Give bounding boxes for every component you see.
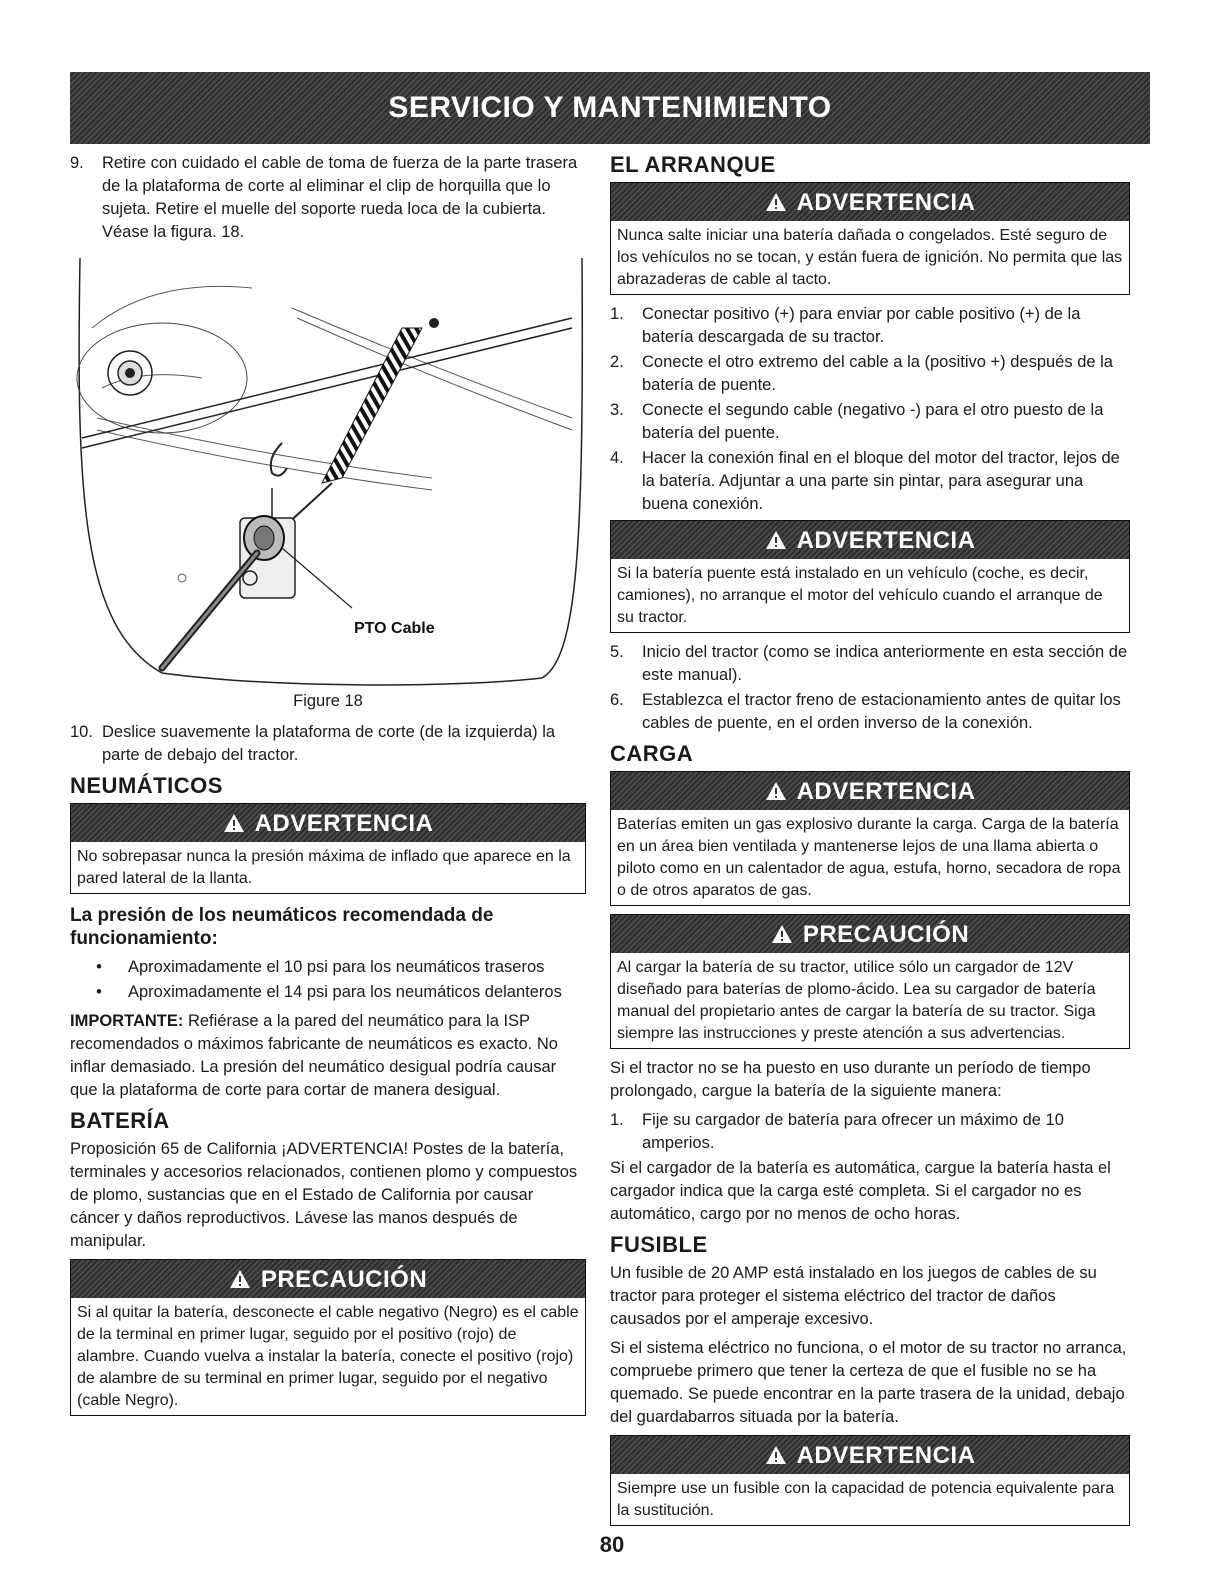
- section-heading-bateria: BATERÍA: [70, 1108, 170, 1133]
- list-item: [610, 399, 1130, 445]
- warning-title: ADVERTENCIA: [796, 526, 976, 554]
- figure-callout-label: PTO Cable: [354, 620, 435, 637]
- step-number: 3.: [610, 401, 624, 419]
- list-item: [610, 689, 1130, 735]
- list-item: • Aproximadamente el 10 psi para los neumáticos traseros: [70, 956, 586, 979]
- important-text: Refiérase a la pared del neumático para la ISP recomendados o máximos fabricante de neumáticos es exacto. No inflar demasiado. La presión del neumático desigual podría causar que la plataforma de corte para cortar de manera desigual.: [70, 1012, 558, 1099]
- step-text: Conecte el otro extremo del cable a la (positivo +) después de la batería de puente.: [642, 353, 1113, 394]
- step-number: 6.: [610, 691, 624, 709]
- step-number: 2.: [610, 353, 624, 371]
- warning-triangle-icon: [771, 924, 793, 944]
- step-number: 1.: [610, 305, 624, 323]
- step-number: 1.: [610, 1111, 624, 1129]
- fusible-paragraph-2: Si el sistema eléctrico no funciona, o el motor de su tractor no arranca, compruebe primero que tener la certeza de que el fusible no se ha quemado. Se puede encontrar en la parte trasera de la unidad, debajo del guardabarros situada por la batería.: [610, 1339, 1127, 1426]
- jumpstart-steps-continued: [610, 641, 1130, 735]
- bullet-list: [70, 956, 586, 1004]
- warning-box: [610, 771, 1130, 906]
- warning-triangle-icon: [765, 781, 787, 801]
- warning-text: Nunca salte iniciar una batería dañada o congelados. Esté seguro de los vehículos no se tocan, y están fuera de ignición. No permita que las abrazaderas de cable al tacto.: [617, 227, 1123, 288]
- warning-bar: [71, 804, 585, 842]
- caution-text: Al cargar la batería de su tractor, utilice sólo un cargador de 12V diseñado para baterías de plomo-ácido. Lea su cargador de batería manual del propietario antes de cargar la batería de su tractor. Siga siempre las instrucciones y preste atención a sus advertencias.: [617, 959, 1096, 1042]
- pto-cable-diagram: [72, 248, 584, 688]
- caution-bar: [611, 915, 1129, 953]
- important-label: IMPORTANTE:: [70, 1012, 184, 1030]
- step-text: Deslice suavemente la plataforma de corte (de la izquierda) la parte de debajo del tractor.: [102, 723, 556, 764]
- section-heading-carga: CARGA: [610, 741, 694, 766]
- warning-triangle-icon: [765, 1445, 787, 1465]
- step-text: Establezca el tractor freno de estacionamiento antes de quitar los cables de puente, en el orden inverso de la conexión.: [642, 691, 1121, 732]
- step-number: 5.: [610, 643, 624, 661]
- right-column: [610, 152, 1130, 1534]
- warning-triangle-icon: [765, 530, 787, 550]
- left-column: [70, 152, 586, 1424]
- warning-text: Baterías emiten un gas explosivo durante la carga. Carga de la batería en un área bien ventilada y mantenerse lejos de una llama abierta o piloto como en un calentador de agua, estufa, horno, secadora de ropa o de otros aparatos de gas.: [617, 816, 1121, 899]
- caution-text: Si al quitar la batería, desconecte el cable negativo (Negro) es el cable de la terminal en primer lugar, seguido por el positivo (rojo) de alambre. Cuando vuelva a instalar la batería, conecte el positivo (rojo) de alambre de su terminal en primer lugar, seguido por el negativo (cable Negro).: [77, 1304, 579, 1409]
- caution-box: [610, 914, 1130, 1049]
- warning-box: [610, 182, 1130, 295]
- subheading-tire-pressure: La presión de los neumáticos recomendada de funcionamiento:: [70, 905, 494, 949]
- caution-box: [70, 1259, 586, 1416]
- step-text: Conecte el segundo cable (negativo -) para el otro puesto de la batería del puente.: [642, 401, 1104, 442]
- list-item: [610, 351, 1130, 397]
- caution-bar: [71, 1260, 585, 1298]
- section-heading-arranque: EL ARRANQUE: [610, 152, 776, 177]
- list-item: [610, 641, 1130, 687]
- warning-text: Siempre use un fusible con la capacidad de potencia equivalente para la sustitución.: [617, 1480, 1115, 1519]
- list-item: [610, 447, 1130, 516]
- step-text: Inicio del tractor (como se indica anteriormente en esta sección de este manual).: [642, 643, 1128, 684]
- warning-box: [610, 1435, 1130, 1526]
- caution-title: PRECAUCIÓN: [802, 920, 970, 948]
- carga-paragraph-2: Si el cargador de la batería es automática, cargue la batería hasta el cargador indica que la carga esté completa. Si el cargador no es automático, cargo por no menos de ocho horas.: [610, 1159, 1111, 1223]
- bullet-text: Aproximadamente el 14 psi para los neumáticos delanteros: [128, 983, 562, 1001]
- figure-caption: Figure 18: [293, 692, 363, 710]
- warning-title: ADVERTENCIA: [796, 1441, 976, 1469]
- warning-triangle-icon: [765, 192, 787, 212]
- page-title: SERVICIO Y MANTENIMIENTO: [388, 91, 832, 124]
- warning-bar: [611, 772, 1129, 810]
- warning-title: ADVERTENCIA: [796, 188, 976, 216]
- list-item: [70, 721, 586, 767]
- step-number: 9.: [70, 154, 84, 172]
- step-text: Hacer la conexión final en el bloque del motor del tractor, lejos de la batería. Adjuntar a una parte sin pintar, para asegurar una buena conexión.: [642, 449, 1120, 513]
- step-number: 4.: [610, 449, 624, 467]
- step-text: Retire con cuidado el cable de toma de fuerza de la parte trasera de la plataforma de corte al eliminar el clip de horquilla que lo sujeta. Retire el muelle del soporte rueda loca de la cubierta. Véase la figura. 18.: [102, 154, 578, 241]
- charging-steps: [610, 1109, 1130, 1155]
- page-header-banner: [70, 72, 1150, 144]
- warning-text: No sobrepasar nunca la presión máxima de inflado que aparece en la pared lateral de la llanta.: [77, 848, 571, 887]
- step-number: 10.: [70, 723, 93, 741]
- bullet-text: Aproximadamente el 10 psi para los neumáticos traseros: [128, 958, 545, 976]
- list-item: [610, 303, 1130, 349]
- list-item: • Aproximadamente el 14 psi para los neumáticos delanteros: [70, 981, 586, 1004]
- section-heading-fusible: FUSIBLE: [610, 1232, 708, 1257]
- list-item: [70, 152, 586, 244]
- warning-box: [70, 803, 586, 894]
- steps-list-bottom: [70, 721, 586, 767]
- jumpstart-steps: [610, 303, 1130, 516]
- warning-bar: [611, 1436, 1129, 1474]
- fusible-paragraph: Un fusible de 20 AMP está instalado en los juegos de cables de su tractor para proteger el sistema eléctrico del tractor de daños causados por el amperaje excesivo.: [610, 1264, 1097, 1328]
- warning-triangle-icon: [223, 813, 245, 833]
- list-item: [610, 1109, 1130, 1155]
- important-paragraph: [70, 1010, 586, 1102]
- step-text: Conectar positivo (+) para enviar por cable positivo (+) de la batería descargada de su tractor.: [642, 305, 1081, 346]
- bateria-paragraph: Proposición 65 de California ¡ADVERTENCIA! Postes de la batería, terminales y accesorios relacionados, contienen plomo y compuestos de plomo, sustancias que en el Estado de California por causar cáncer y daños reproductivos. Lávese las manos después de manipular.: [70, 1140, 578, 1250]
- warning-bar: [611, 183, 1129, 221]
- warning-bar: [611, 521, 1129, 559]
- step-text: Fije su cargador de batería para ofrecer un máximo de 10 amperios.: [642, 1111, 1064, 1152]
- steps-list-top: [70, 152, 586, 244]
- warning-title: ADVERTENCIA: [796, 777, 976, 805]
- warning-text: Si la batería puente está instalado en un vehículo (coche, es decir, camiones), no arranque el motor del vehículo cuando el arranque de su tractor.: [617, 565, 1103, 626]
- figure-18-illustration: [72, 248, 584, 688]
- caution-title: PRECAUCIÓN: [260, 1265, 428, 1293]
- page-number: 80: [599, 1532, 625, 1557]
- warning-box: [610, 520, 1130, 633]
- section-heading-neumaticos: NEUMÁTICOS: [70, 773, 223, 798]
- warning-triangle-icon: [229, 1269, 251, 1289]
- carga-paragraph: Si el tractor no se ha puesto en uso durante un período de tiempo prolongado, cargue la batería de la siguiente manera:: [610, 1059, 1091, 1100]
- warning-title: ADVERTENCIA: [254, 809, 434, 837]
